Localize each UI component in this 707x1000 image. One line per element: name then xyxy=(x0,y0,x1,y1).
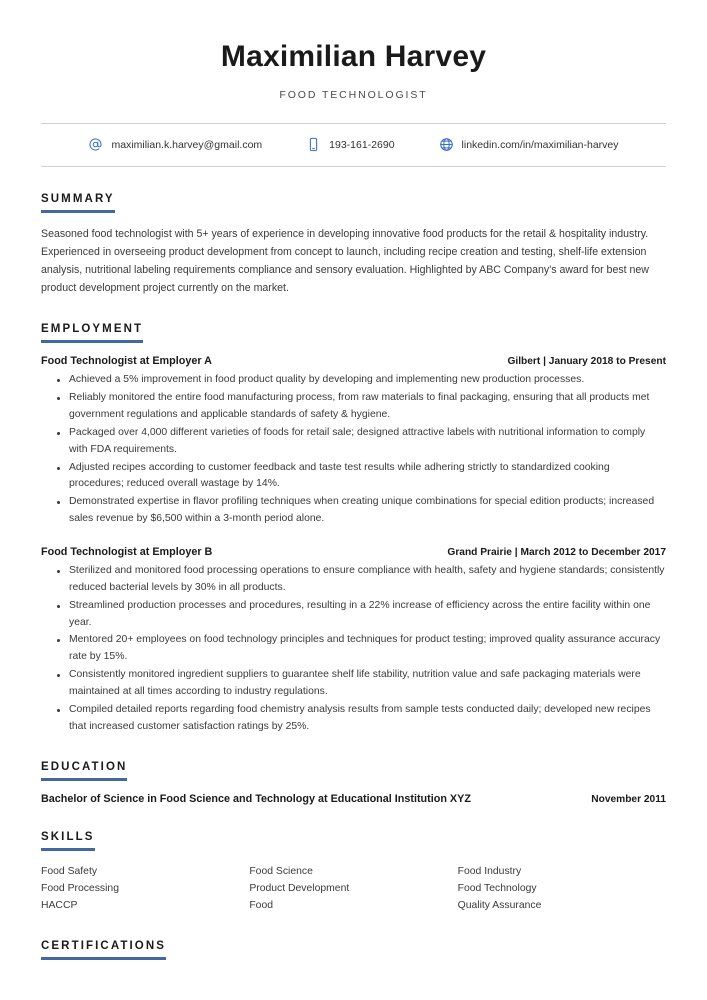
employment-role: Food Technologist at Employer A xyxy=(41,355,212,368)
header-divider-bottom xyxy=(41,166,666,167)
skill-item: Food xyxy=(249,900,274,912)
section-title-employment: EMPLOYMENT xyxy=(41,323,143,343)
contact-email-text: maximilian.k.harvey@gmail.com xyxy=(111,138,263,151)
section-title-certifications: CERTIFICATIONS xyxy=(41,940,166,960)
education-body xyxy=(41,793,666,805)
contact-email[interactable] xyxy=(88,137,262,152)
section-title-education: EDUCATION xyxy=(41,761,127,781)
employment-bullet: Achieved a 5% improvement in food product quality by developing and implementing new production processes. xyxy=(69,372,666,389)
skill-item: Quality Assurance xyxy=(457,900,542,912)
employment-role: Food Technologist at Employer B xyxy=(41,545,213,558)
mobile-phone-icon xyxy=(306,137,321,152)
education-date: November 2011 xyxy=(591,794,666,806)
skill-item: Food Industry xyxy=(457,866,522,878)
employment-bullets xyxy=(41,563,666,735)
contact-phone[interactable] xyxy=(306,137,394,152)
contact-phone-text: 193-161-2690 xyxy=(329,138,395,151)
skill-item: Product Development xyxy=(249,883,350,895)
employment-entry xyxy=(41,355,666,528)
certifications-body xyxy=(41,972,666,982)
employment-entry-header xyxy=(41,355,666,367)
contact-website[interactable] xyxy=(439,137,619,152)
skill-item: HACCP xyxy=(41,900,78,912)
employment-location-dates: Grand Prairie | March 2012 to December 2017 xyxy=(447,546,666,558)
summary-body xyxy=(41,225,666,298)
employment-bullet: Sterilized and monitored food processing operations to ensure compliance with health, safety and hygiene standards; consistently reduced bacterial levels by 30% in all products. xyxy=(69,563,666,597)
skill-item: Food Technology xyxy=(457,883,537,895)
employment-entry-header xyxy=(41,546,666,558)
summary-text: Seasoned food technologist with 5+ years of experience in developing innovative food products for the retail & hospitality industry. Experienced in overseeing product development from concept to launch, including recipe creation and testing, shelf-life extension analysis, nutritional labeling requirements compliance and sensory evaluation. Highlighted by ABC Company's award for best new product development project currently on the market. xyxy=(41,227,649,295)
candidate-job-title: FOOD TECHNOLOGIST xyxy=(279,88,428,101)
employment-entry xyxy=(41,546,666,735)
skill-item: Food Science xyxy=(249,866,313,878)
at-sign-icon xyxy=(88,137,103,152)
employment-bullet: Consistently monitored ingredient suppliers to guarantee shelf life stability, nutrition value and safe packaging materials were maintained at all times according to industry regulations. xyxy=(69,667,666,701)
section-skills xyxy=(41,827,666,914)
resume-header xyxy=(41,0,666,101)
section-title-summary: SUMMARY xyxy=(41,193,115,213)
contact-row xyxy=(41,124,666,166)
employment-bullet: Reliably monitored the entire food manufacturing process, from raw materials to final packaging, ensuring that all products met government regulations and applicable standards of safety & hygiene. xyxy=(69,390,666,424)
employment-body xyxy=(41,355,666,735)
employment-bullet: Mentored 20+ employees on food technology principles and techniques for product testing; improved quality assurance accuracy rate by 15%. xyxy=(69,632,666,666)
candidate-name: Maximilian Harvey xyxy=(220,40,487,73)
section-summary xyxy=(41,189,666,298)
employment-bullets xyxy=(41,372,666,528)
employment-bullet: Demonstrated expertise in flavor profiling techniques when creating unique combinations for special edition products; increased sales revenue by $6,500 within a 3-month period alone. xyxy=(69,494,666,528)
skill-item: Food Safety xyxy=(41,866,98,878)
employment-bullet: Streamlined production processes and procedures, resulting in a 22% increase of efficiency across the entire facility within one year. xyxy=(69,598,666,632)
section-certifications xyxy=(41,936,666,982)
section-education xyxy=(41,757,666,805)
section-title-skills: SKILLS xyxy=(41,831,95,851)
education-degree: Bachelor of Science in Food Science and Technology at Educational Institution XYZ xyxy=(41,793,471,806)
globe-icon xyxy=(439,137,454,152)
skill-item: Food Processing xyxy=(41,883,119,895)
skills-body xyxy=(41,863,666,914)
contact-website-text: linkedin.com/in/maximilian-harvey xyxy=(461,138,619,151)
employment-bullet: Packaged over 4,000 different varieties of foods for retail sale; designed attractive labels with nutritional information to comply with FDA requirements. xyxy=(69,425,666,459)
education-entry xyxy=(41,793,666,805)
section-employment xyxy=(41,319,666,735)
employment-bullet: Adjusted recipes according to customer feedback and taste test results while adhering strictly to standardized cooking procedures; reduced overall wastage by 14%. xyxy=(69,460,666,494)
employment-location-dates: Gilbert | January 2018 to Present xyxy=(507,356,666,368)
skills-grid xyxy=(41,863,666,914)
employment-bullet: Compiled detailed reports regarding food chemistry analysis results from sample tests conducted daily; developed new recipes that increased customer satisfaction ratings by 25%. xyxy=(69,702,666,736)
